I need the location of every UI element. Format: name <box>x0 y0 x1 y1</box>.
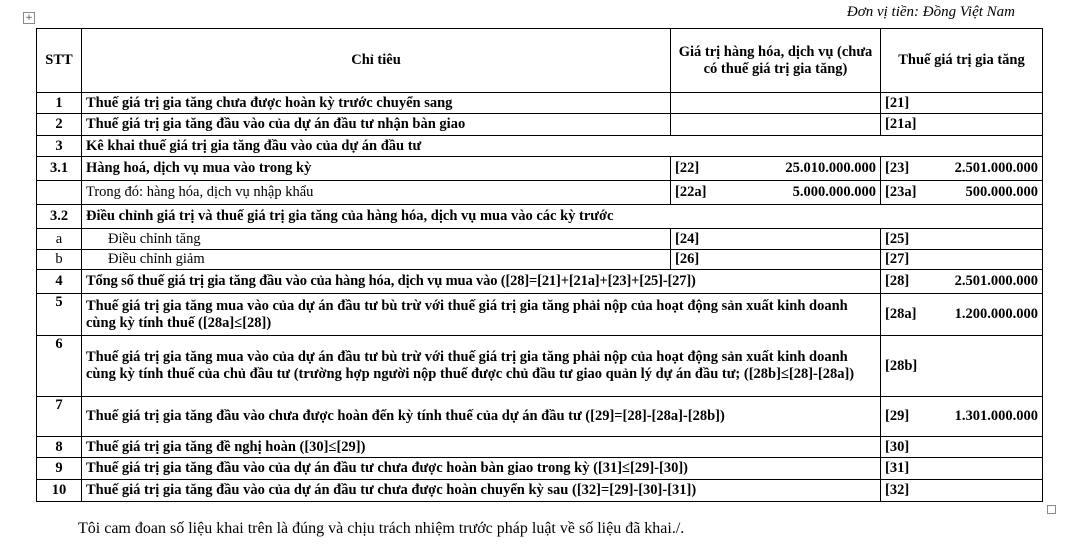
table-row <box>37 294 1043 336</box>
tax-code: [23a] <box>885 184 917 200</box>
tax-code: [28a] <box>885 306 917 322</box>
table-resize-handle-icon[interactable] <box>1047 505 1056 514</box>
row-desc: Thuế giá trị gia tăng chưa được hoàn kỳ trước chuyển sang <box>82 93 671 114</box>
table-row <box>37 93 1043 114</box>
value-code: [26] <box>675 251 700 267</box>
row-desc: Điều chỉnh giảm <box>82 250 671 270</box>
tax-value: 1.200.000.000 <box>954 306 1038 322</box>
tax-code: [21] <box>885 94 910 111</box>
tax-value: 1.301.000.000 <box>954 408 1038 424</box>
row-stt: 4 <box>37 270 82 294</box>
row-desc: Thuế giá trị gia tăng đầu vào của dự án đầu tư chưa được hoàn chuyển kỳ sau ([32]=[29]-[30]-[31]) <box>82 480 881 502</box>
header-stt: STT <box>37 29 82 93</box>
row-tax-cell[interactable] <box>881 270 1043 294</box>
row-desc: Điều chỉnh giá trị và thuế giá trị gia tăng của hàng hóa, dịch vụ mua vào các kỳ trước <box>82 205 1043 229</box>
value-amount: 25.010.000.000 <box>785 160 876 176</box>
header-thue: Thuế giá trị gia tăng <box>881 29 1043 93</box>
row-tax-cell[interactable] <box>881 294 1043 336</box>
table-row <box>37 437 1043 458</box>
row-desc: Kê khai thuế giá trị gia tăng đầu vào của dự án đầu tư <box>82 136 1043 157</box>
row-desc: Tổng số thuế giá trị gia tăng đầu vào của hàng hóa, dịch vụ mua vào ([28]=[21]+[21a]+[23]+[25]-[27]) <box>82 270 881 294</box>
currency-unit-note: Đơn vị tiền: Đồng Việt Nam <box>846 4 1015 20</box>
row-tax-cell[interactable] <box>881 480 1043 502</box>
row-value-cell[interactable] <box>671 93 881 114</box>
tax-code: [21a] <box>885 116 917 132</box>
row-desc: Thuế giá trị gia tăng đầu vào của dự án đầu tư nhận bàn giao <box>82 114 671 136</box>
commitment-statement: Tôi cam đoan số liệu khai trên là đúng và chịu trách nhiệm trước pháp luật về số liệu đã khai./. <box>78 520 685 537</box>
row-value-cell[interactable] <box>671 229 881 250</box>
table-move-handle-icon[interactable]: + <box>23 12 35 24</box>
tax-code: [29] <box>885 408 910 424</box>
tax-code: [28] <box>885 273 910 289</box>
row-stt: 9 <box>37 458 82 480</box>
row-stt: b <box>37 250 82 270</box>
row-value-cell[interactable] <box>671 114 881 136</box>
row-desc: Hàng hoá, dịch vụ mua vào trong kỳ <box>82 157 671 181</box>
tax-code: [25] <box>885 230 910 247</box>
value-code: [22a] <box>675 184 707 200</box>
row-desc: Thuế giá trị gia tăng đề nghị hoàn ([30]≤[29]) <box>82 437 881 458</box>
row-tax-cell[interactable] <box>881 250 1043 270</box>
tax-value: 500.000.000 <box>965 184 1038 200</box>
row-tax-cell[interactable] <box>881 93 1043 114</box>
table-row <box>37 270 1043 294</box>
tax-code: [27] <box>885 251 910 267</box>
row-stt: 5 <box>37 294 82 336</box>
row-desc: Điều chỉnh tăng <box>82 229 671 250</box>
table-row <box>37 205 1043 229</box>
table-row <box>37 181 1043 205</box>
tax-code: [31] <box>885 460 910 476</box>
row-stt: 1 <box>37 93 82 114</box>
row-desc: Thuế giá trị gia tăng mua vào của dự án đầu tư bù trừ với thuế giá trị gia tăng phải nộp của hoạt động sản xuất kinh doanh cùng kỳ tính thuế ([28a]≤[28]) <box>82 294 881 336</box>
tax-code: [32] <box>885 482 910 498</box>
vat-declaration-table <box>36 28 1043 502</box>
table-row <box>37 458 1043 480</box>
row-desc: Thuế giá trị gia tăng đầu vào của dự án đầu tư chưa được hoàn bàn giao trong kỳ ([31]≤[29]-[30]) <box>82 458 881 480</box>
table-header-row <box>37 29 1043 93</box>
tax-code: [28b] <box>885 357 918 374</box>
row-tax-cell[interactable] <box>881 336 1043 397</box>
tax-value: 2.501.000.000 <box>954 273 1038 289</box>
row-tax-cell[interactable] <box>881 229 1043 250</box>
row-desc: Thuế giá trị gia tăng mua vào của dự án đầu tư bù trừ với thuế giá trị gia tăng phải nộp của hoạt động sản xuất kinh doanh cùng kỳ tính thuế của chủ đầu tư (trường hợp người nộp thuế được chủ đầu tư giao quản lý dự án đầu tư; ([28b]≤[28]-[28a]) <box>82 336 881 397</box>
header-chi-tieu: Chỉ tiêu <box>82 29 671 93</box>
row-value-cell[interactable] <box>671 181 881 205</box>
row-stt: 7 <box>37 397 82 437</box>
row-tax-cell[interactable] <box>881 181 1043 205</box>
tax-code: [23] <box>885 160 910 176</box>
value-code: [24] <box>675 230 700 247</box>
table-row <box>37 229 1043 250</box>
row-desc: Thuế giá trị gia tăng đầu vào chưa được hoàn đến kỳ tính thuế của dự án đầu tư ([29]=[28]-[28a]-[28b]) <box>82 397 881 437</box>
row-stt: 2 <box>37 114 82 136</box>
row-stt: 3.2 <box>37 205 82 229</box>
row-tax-cell[interactable] <box>881 458 1043 480</box>
table-row <box>37 250 1043 270</box>
row-tax-cell[interactable] <box>881 437 1043 458</box>
table-row <box>37 157 1043 181</box>
row-value-cell[interactable] <box>671 250 881 270</box>
row-stt: 6 <box>37 336 82 397</box>
row-stt: 3.1 <box>37 157 82 181</box>
value-amount: 5.000.000.000 <box>792 184 876 200</box>
row-stt: 3 <box>37 136 82 157</box>
table-row <box>37 136 1043 157</box>
row-tax-cell[interactable] <box>881 157 1043 181</box>
header-gia-tri: Giá trị hàng hóa, dịch vụ (chưa có thuế giá trị gia tăng) <box>671 29 881 93</box>
row-tax-cell[interactable] <box>881 397 1043 437</box>
table-row <box>37 480 1043 502</box>
table-row <box>37 336 1043 397</box>
row-value-cell[interactable] <box>671 157 881 181</box>
tax-code: [30] <box>885 438 910 455</box>
row-stt: 8 <box>37 437 82 458</box>
row-stt: a <box>37 229 82 250</box>
tax-value: 2.501.000.000 <box>954 160 1038 176</box>
row-tax-cell[interactable] <box>881 114 1043 136</box>
table-row <box>37 397 1043 437</box>
row-desc: Trong đó: hàng hóa, dịch vụ nhập khẩu <box>82 181 671 205</box>
table-row <box>37 114 1043 136</box>
value-code: [22] <box>675 160 700 176</box>
row-stt: 10 <box>37 480 82 502</box>
row-stt <box>37 181 82 205</box>
